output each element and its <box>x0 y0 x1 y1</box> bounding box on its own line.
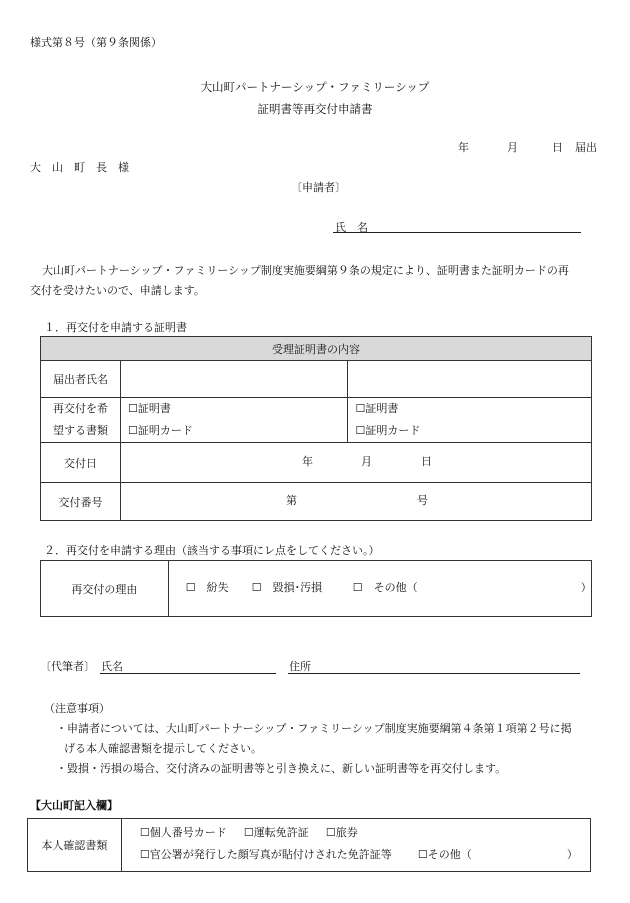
issue-date-year: 年 <box>301 454 313 468</box>
passport-checkbox[interactable]: ☐旅券 <box>325 826 358 839</box>
date-submitted-label: 届出 <box>575 141 597 154</box>
date-month-label: 月 <box>507 141 518 154</box>
issue-number-prefix: 第 <box>285 493 297 507</box>
issue-date-month: 月 <box>360 454 372 468</box>
section2-heading: ２．再交付を申請する理由（該当する事項にレ点をしてください。） <box>44 544 380 557</box>
office-table <box>27 818 591 872</box>
proxy-address-line[interactable] <box>288 673 580 674</box>
reason-options-cell <box>168 561 591 617</box>
certificate-checkbox-2[interactable]: ☐証明書 <box>355 402 399 415</box>
notes-heading: （注意事項） <box>44 702 110 715</box>
requested-doc-label-line1: 再交付を希 <box>53 402 108 415</box>
office-section-heading: 【大山町記入欄】 <box>30 799 118 812</box>
date-year-label: 年 <box>458 141 469 154</box>
requested-doc-cell-1 <box>120 398 348 443</box>
section1-heading: １．再交付を申請する証明書 <box>44 321 187 334</box>
intro-line-1: 大山町パートナーシップ・ファミリーシップ制度実施要綱第９条の規定により、証明書また証明カードの再 <box>42 264 569 277</box>
requested-doc-label-line2: 望する書類 <box>53 424 108 437</box>
reason-table <box>40 560 592 617</box>
reason-label: 再交付の理由 <box>41 561 169 617</box>
card-checkbox-2[interactable]: ☐証明カード <box>355 424 421 437</box>
reason-damaged-checkbox[interactable]: ☐ 毀損･汚損 <box>251 580 323 594</box>
certificate-checkbox-1[interactable]: ☐証明書 <box>127 402 171 415</box>
reason-lost-checkbox[interactable]: ☐ 紛失 <box>185 580 229 594</box>
issue-date-day: 日 <box>420 454 432 468</box>
notifier-name-label: 届出者氏名 <box>41 361 121 398</box>
proxy-name-line[interactable] <box>100 673 276 674</box>
certificate-table-header: 受理証明書の内容 <box>41 337 592 361</box>
form-number: 様式第８号（第９条関係） <box>30 36 162 49</box>
reason-other-close: ） <box>580 580 592 594</box>
notifier-name-cell-1[interactable] <box>120 361 348 398</box>
note1-line2: げる本人確認書類を提示してください。 <box>64 742 262 755</box>
drivers-license-checkbox[interactable]: ☐運転免許証 <box>243 826 309 839</box>
proxy-name-label: 氏名 <box>101 660 123 673</box>
issue-number-cell[interactable] <box>120 483 591 521</box>
applicant-name-label: 氏 名 <box>335 221 368 234</box>
requested-doc-label <box>41 398 121 443</box>
note1-line1: ・申請者については、大山町パートナーシップ・ファミリーシップ制度実施要綱第４条第１項第２号に掲 <box>56 722 572 735</box>
issue-number-label: 交付番号 <box>41 483 121 521</box>
id-document-options <box>121 819 590 872</box>
issue-date-label: 交付日 <box>41 443 121 483</box>
reason-other-checkbox[interactable]: ☐ その他（ <box>352 580 418 594</box>
certificate-table <box>40 336 592 521</box>
applicant-heading: 〔申請者〕 <box>291 181 346 194</box>
issue-number-suffix: 号 <box>416 493 428 507</box>
title-line-2: 証明書等再交付申請書 <box>257 102 373 116</box>
card-checkbox-1[interactable]: ☐証明カード <box>127 424 193 437</box>
requested-doc-cell-2 <box>348 398 592 443</box>
title-line-1: 大山町パートナーシップ・ファミリーシップ <box>200 80 430 94</box>
applicant-name-line[interactable] <box>333 232 581 233</box>
mynumber-card-checkbox[interactable]: ☐個人番号カード <box>139 826 227 839</box>
issue-date-cell[interactable] <box>120 443 591 483</box>
addressee: 大 山 町 長 様 <box>30 161 129 174</box>
proxy-address-label: 住所 <box>289 660 311 673</box>
notifier-name-cell-2[interactable] <box>348 361 592 398</box>
date-day-label: 日 <box>552 141 563 154</box>
note2: ・毀損・汚損の場合、交付済みの証明書等と引き換えに、新しい証明書等を再交付します。 <box>56 762 507 775</box>
official-id-checkbox[interactable]: ☐官公署が発行した顔写真が貼付けされた免許証等 <box>139 848 392 861</box>
proxy-heading: 〔代筆者〕 <box>40 660 95 673</box>
intro-line-2: 交付を受けたいので、申請します。 <box>30 284 205 297</box>
id-document-label: 本人確認書類 <box>28 819 122 872</box>
office-other-close: ） <box>566 848 578 861</box>
office-other-checkbox[interactable]: ☐その他（ <box>417 848 472 861</box>
